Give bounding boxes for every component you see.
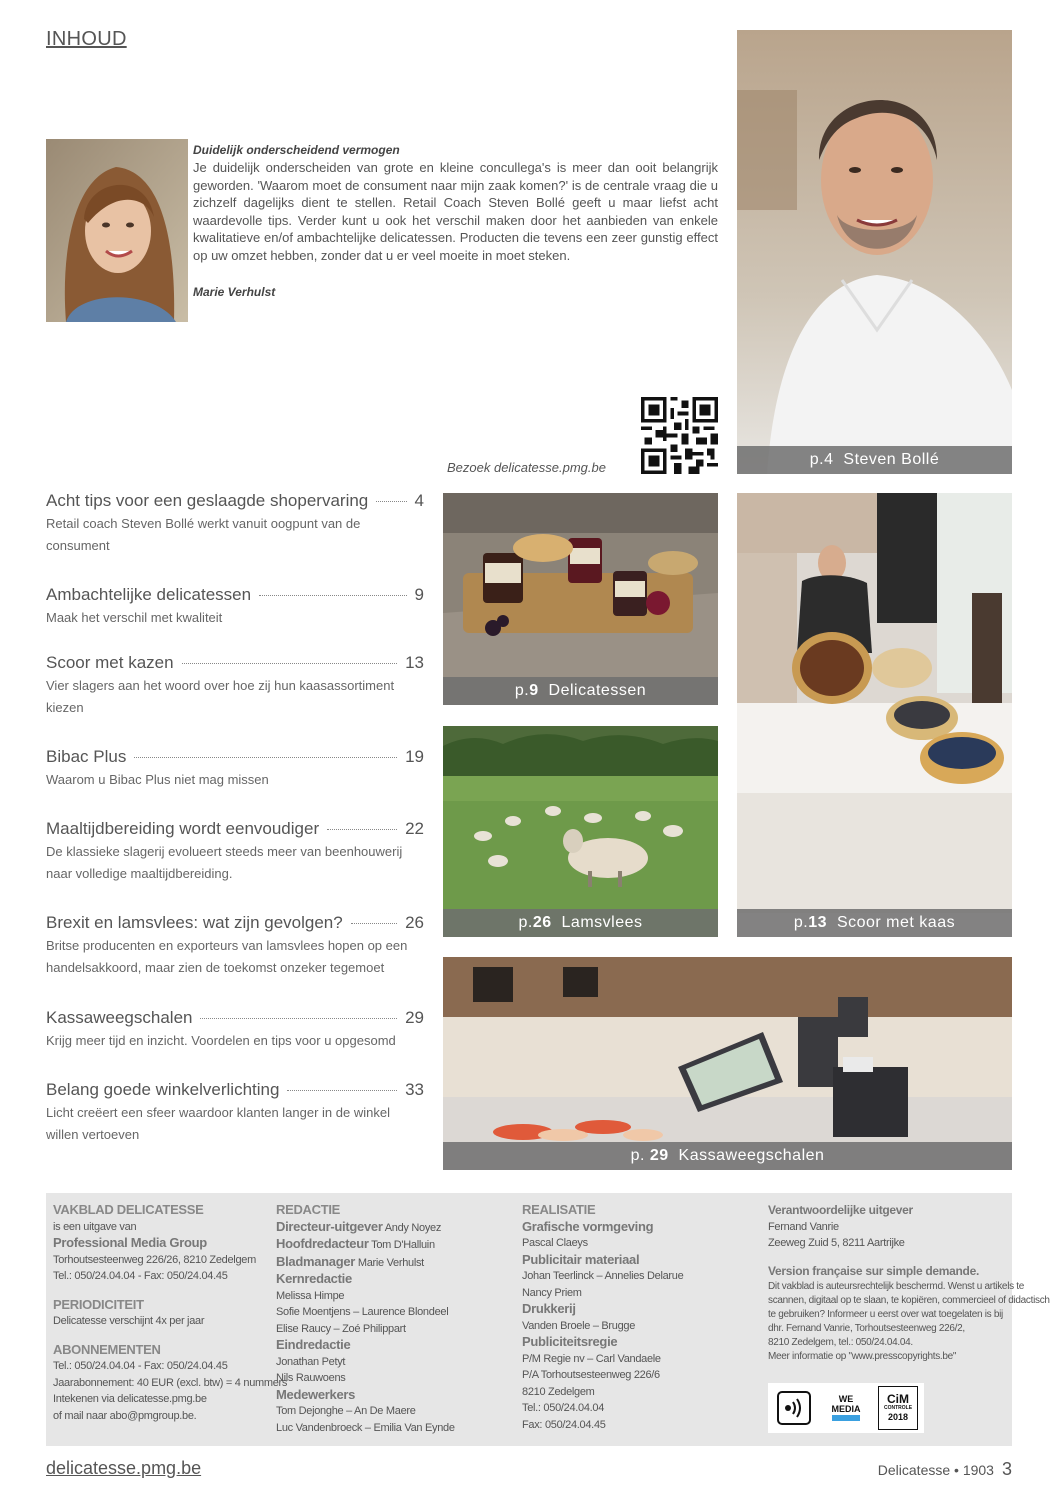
photo-steven-bolle[interactable] [737, 30, 1012, 474]
caption-lamsvlees: p.26 Lamsvlees [443, 909, 718, 937]
photo-delicatessen[interactable] [443, 493, 718, 705]
editorial-body: Je duidelijk onderscheiden van grote en kleine concullega's is meer dan ooit belangrijk geworden. 'Waarom moet de consument naar mijn zaak komen?' is de centrale vraag die u zichzelf dagelijks dient te stellen. Retail Coach Steven Bollé geeft u maar liefst acht waardevolle tips. Verder kunt u ook het verschil maken door het aanbieden van enkele kwalitatieve en/of ambachtelijke delicatessen. Producten die tevens een zeer gunstig effect op uw omzet hebben, zonder dat u er veel moeite in moet steken. [193, 160, 718, 263]
toc-subtitle: Britse producenten en exporteurs van lamsvlees hopen op een handelsakkoord, maar zien de toekomst onzeker tegemoet [46, 938, 408, 975]
photo-lamsvlees[interactable] [443, 726, 718, 937]
portrait-marie-verhulst [46, 139, 188, 322]
toc-title: Acht tips voor een geslaagde shopervaring [46, 491, 369, 510]
toc-page: 4 [414, 491, 424, 510]
caption-delicatessen: p.9 Delicatessen [443, 677, 718, 705]
toc-title: Brexit en lamsvlees: wat zijn gevolgen? [46, 913, 343, 932]
toc-title: Maaltijdbereiding wordt eenvoudiger [46, 819, 320, 838]
colophon [46, 1193, 1050, 1446]
toc-subtitle: Waarom u Bibac Plus niet mag missen [46, 772, 269, 787]
footer-issue: Delicatesse • 1903 3 [877, 1459, 1012, 1479]
toc-title: Bibac Plus [46, 747, 127, 766]
toc-item[interactable] [46, 819, 424, 885]
toc-item[interactable] [46, 747, 424, 791]
caption-steven-bolle: p.4 Steven Bollé [737, 446, 1012, 474]
colophon-redactie: REDACTIE Directeur-uitgever Andy Noyez Hoofdredacteur Tom D'Halluin Bladmanager Marie Verhulst Kernredactie Melissa Himpe Sofie Moentjens – Laurence Blondeel Elise Raucy – Zoé Philippart Eindredactie Jonathan Petyt Nils Rauwoens Medewerkers Tom Dejonghe – An De Maere Luc Vandenbroeck – Emilia Van Eynde [276, 1202, 455, 1434]
toc-subtitle: Krijg meer tijd en inzicht. Voordelen en tips voor u opgesomd [46, 1033, 396, 1048]
page-number: 3 [1001, 1459, 1012, 1479]
toc-page: 22 [405, 819, 424, 838]
toc-item[interactable] [46, 1080, 424, 1146]
toc-page: 19 [405, 747, 424, 766]
colophon-realisatie: REALISATIE Grafische vormgeving Pascal Claeys Publicitair materiaal Johan Teerlinck – Annelies Delarue Nancy Priem Drukkerij Vanden Broele – Brugge Publiciteitsregie P/M Regie nv – Carl Vandaele P/A Torhoutsesteenweg 226/6 8210 Zedelgem Tel.: 050/24.04.04 Fax: 050/24.04.45 [522, 1202, 684, 1431]
toc-item[interactable] [46, 585, 424, 629]
logos [768, 1383, 924, 1433]
page-title: INHOUD [46, 28, 127, 50]
press-copyright-logo [774, 1388, 814, 1428]
toc-item[interactable] [46, 1008, 424, 1052]
toc-subtitle: Retail coach Steven Bollé werkt vanuit oogpunt van de consument [46, 516, 361, 553]
caption-scoor-met-kaas: p.13 Scoor met kaas [737, 909, 1012, 937]
we-media-logo: WE MEDIA [826, 1388, 866, 1428]
toc-title: Scoor met kazen [46, 653, 174, 672]
editorial [193, 143, 718, 299]
toc-title: Kassaweegschalen [46, 1008, 193, 1027]
toc-page: 13 [405, 653, 424, 672]
toc-page: 33 [405, 1080, 424, 1099]
cim-logo: CiM CONTROLE 2018 [878, 1386, 918, 1430]
toc-item[interactable] [46, 653, 424, 719]
toc-page: 29 [405, 1008, 424, 1027]
colophon-uitgever: Verantwoordelijke uitgever Fernand Vanrie Zeeweg Zuid 5, 8211 Aartrijke Version française sur simple demande. Dit vakblad is auteursrechtelijk beschermd. Wenst u artikels te scannen, digitaal op te slaan, te kopiëren, commercieel of didactisch te gebruiken? Informeer u eerst over wat toegelaten is bij dhr. Fernand Vanrie, Torhoutsesteenweg 226/2, 8210 Zedelgem, tel.: 050/24.04.04. Meer informatie op "www.presscopyrights.be" [768, 1203, 1050, 1362]
qr-caption[interactable]: Bezoek delicatesse.pmg.be [447, 460, 606, 475]
caption-kassaweegschalen: p. 29 Kassaweegschalen [443, 1142, 1012, 1170]
toc-page: 9 [414, 585, 424, 604]
toc-item[interactable] [46, 913, 424, 979]
toc-page: 26 [405, 913, 424, 932]
toc-subtitle: Vier slagers aan het woord over hoe zij hun kaasassortiment kiezen [46, 678, 395, 715]
photo-scoor-met-kaas[interactable] [737, 493, 1012, 937]
toc-subtitle: De klassieke slagerij evolueert steeds meer van beenhouwerij naar volledige maaltijdbereiding. [46, 844, 403, 881]
toc-subtitle: Licht creëert een sfeer waardoor klanten langer in de winkel willen vertoeven [46, 1105, 390, 1142]
colophon-publisher: VAKBLAD DELICATESSE is een uitgave van Professional Media Group Torhoutsesteenweg 226/26, 8210 Zedelgem Tel.: 050/24.04.04 - Fax: 050/24.04.45 PERIODICITEIT Delicatesse verschijnt 4x per jaar ABONNEMENTEN Tel.: 050/24.04.04 - Fax: 050/24.04.45 Jaarabonnement: 40 EUR (excl. btw) = 4 nummers Intekenen via delicatesse.pmg.be of mail naar abo@pmgroup.be. [53, 1202, 288, 1422]
editorial-heading: Duidelijk onderscheidend vermogen [193, 143, 400, 157]
editorial-author: Marie Verhulst [193, 284, 276, 299]
footer-website-link[interactable]: delicatesse.pmg.be [46, 1458, 202, 1478]
toc-title: Belang goede winkelverlichting [46, 1080, 280, 1099]
toc-title: Ambachtelijke delicatessen [46, 585, 252, 604]
toc-subtitle: Maak het verschil met kwaliteit [46, 610, 223, 625]
qr-code[interactable] [641, 397, 718, 474]
photo-kassaweegschalen[interactable] [443, 957, 1012, 1170]
toc-item[interactable] [46, 491, 424, 557]
